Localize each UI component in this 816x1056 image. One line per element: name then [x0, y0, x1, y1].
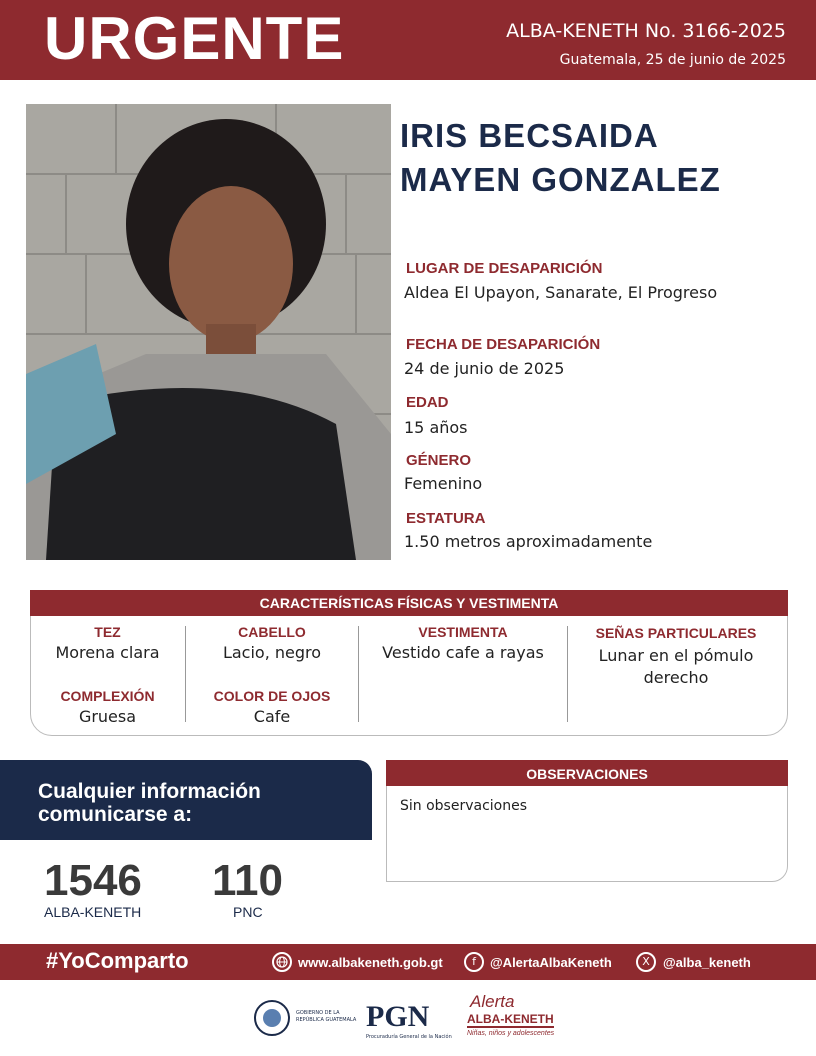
disappearance-place-value: Aldea El Upayon, Sanarate, El Progreso [404, 283, 718, 302]
alert-number: ALBA-KENETH No. 3166-2025 [506, 20, 786, 42]
tez-label: TEZ [94, 624, 121, 640]
missing-person-photo [26, 104, 391, 560]
observations-text: Sin observaciones [400, 798, 528, 814]
person-name [400, 114, 721, 202]
disappearance-date-value: 24 de junio de 2025 [404, 359, 565, 378]
contact-text-line1: Cualquier información [38, 780, 261, 803]
alba-keneth-logo-text: ALBA-KENETH [467, 1012, 554, 1026]
person-name-line1: IRIS BECSAIDA [400, 117, 659, 154]
clothing-value: Vestido cafe a rayas [382, 643, 544, 662]
alba-keneth-number-label: ALBA-KENETH [44, 904, 142, 920]
contact-text-line2: comunicarse a: [38, 803, 193, 826]
age-label: EDAD [406, 394, 449, 411]
gobierno-logo-text: GOBIERNO DE LA REPÚBLICA GUATEMALA [296, 1010, 357, 1023]
pgn-logo: PGN [366, 1000, 430, 1033]
hair-label: CABELLO [238, 624, 306, 640]
alba-keneth-number: 1546 [44, 856, 142, 905]
globe-icon [272, 952, 292, 972]
column-divider [358, 626, 359, 722]
gender-label: GÉNERO [406, 452, 472, 469]
complexion-label: COMPLEXIÓN [60, 688, 155, 704]
distinguishing-marks-line2: derecho [643, 668, 709, 687]
x-link[interactable]: @alba_keneth [663, 955, 751, 970]
age-value: 15 años [404, 418, 468, 437]
urgent-title: URGENTE [44, 5, 345, 72]
contact-text [38, 780, 261, 826]
pnc-number-label: PNC [233, 904, 263, 920]
alerta-logo-text: Alerta [470, 992, 515, 1011]
clothing-label: VESTIMENTA [418, 624, 508, 640]
pnc-number: 110 [212, 856, 283, 905]
height-value: 1.50 metros aproximadamente [404, 532, 653, 551]
x-icon: X [636, 952, 656, 972]
height-label: ESTATURA [406, 510, 486, 527]
website-link[interactable]: www.albakeneth.gob.gt [298, 955, 443, 970]
alert-date: Guatemala, 25 de junio de 2025 [559, 52, 786, 68]
hair-value: Lacio, negro [222, 643, 322, 662]
photo-illustration [26, 104, 391, 560]
eye-color-label: COLOR DE OJOS [213, 688, 331, 704]
facebook-icon: f [464, 952, 484, 972]
disappearance-place-label: LUGAR DE DESAPARICIÓN [406, 260, 603, 277]
alba-keneth-logo-subtitle: Niñas, niños y adolescentes [467, 1030, 555, 1037]
distinguishing-marks-label: SEÑAS PARTICULARES [595, 625, 757, 641]
characteristics-title: CARACTERÍSTICAS FÍSICAS Y VESTIMENTA [30, 590, 788, 616]
hashtag: #YoComparto [46, 948, 189, 973]
pgn-logo-subtitle: Procuraduría General de la Nación [366, 1034, 452, 1040]
observations-title: OBSERVACIONES [386, 760, 788, 786]
guatemala-seal-logo [252, 998, 292, 1038]
person-name-line2: MAYEN GONZALEZ [400, 161, 721, 198]
tez-value: Morena clara [55, 643, 160, 662]
complexion-value: Gruesa [78, 707, 137, 726]
disappearance-date-label: FECHA DE DESAPARICIÓN [406, 336, 601, 353]
distinguishing-marks-line1: Lunar en el pómulo [598, 646, 754, 665]
eye-color-value: Cafe [253, 707, 291, 726]
gender-value: Femenino [404, 474, 483, 493]
facebook-link[interactable]: @AlertaAlbaKeneth [490, 955, 612, 970]
